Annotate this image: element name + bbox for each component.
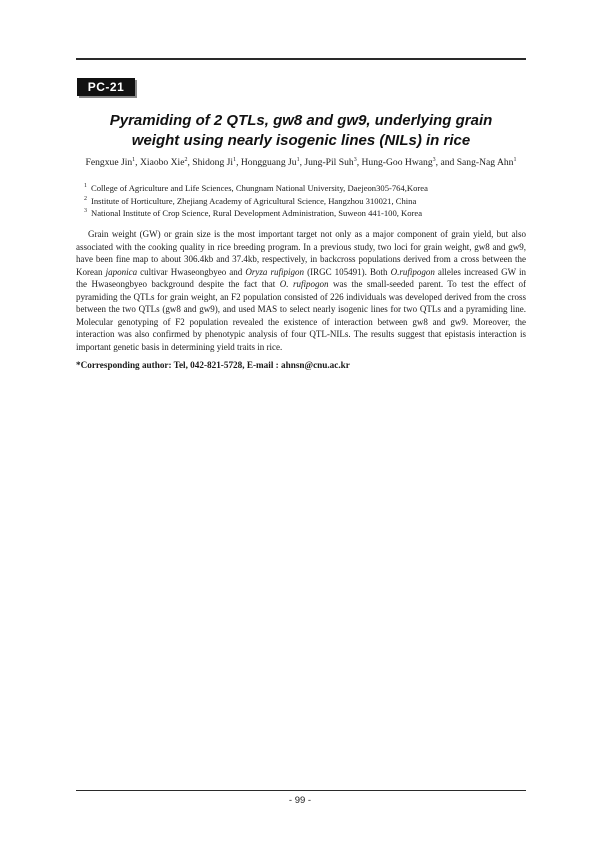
author-joiner: and <box>440 157 455 168</box>
affiliation-number: 1 <box>84 183 87 190</box>
paper-title <box>76 111 526 151</box>
abstract-text: Grain weight (GW) or grain size is the most important target not only as a major component of grain yield, but also associated with the cooking quality in rice breeding program. In a previous study, two loci for grain weight, gw8 and gw9, have been fine map to about 306.4kb and 37.4kb, respectively, in backcross populations derived from a cross between the Korean <box>76 229 526 277</box>
affiliation-number: 2 <box>84 195 87 202</box>
title-line-2: weight using nearly isogenic lines (NILs) in rice <box>131 132 471 149</box>
affiliation-text: Institute of Horticulture, Zhejiang Academy of Agricultural Science, Hangzhou 310021, China <box>91 195 417 206</box>
author-affiliation-mark: 1 <box>513 156 517 163</box>
affiliation-item <box>84 207 524 220</box>
abstract-text: cultivar Hwaseongbyeo and <box>137 266 246 277</box>
author-affiliation-mark: 2 <box>184 156 188 163</box>
affiliation-text: National Institute of Crop Science, Rural Development Administration, Suweon 441-100, Korea <box>91 208 423 218</box>
affiliation-number: 3 <box>84 208 87 215</box>
author: Jung-Pil Suh <box>304 157 354 168</box>
author: Sang-Nag Ahn <box>456 157 514 168</box>
author-affiliation-mark: 1 <box>296 156 300 163</box>
page-number: - 99 - <box>288 795 312 806</box>
affiliation-list <box>84 182 524 220</box>
poster-code-badge: PC-21 <box>77 78 135 96</box>
abstract-italic-term: japonica <box>105 266 138 277</box>
author-list: Fengxue Jin$^1$, Xiaobo Xie$^2$, Shidong Ji$^1$, Hongguang Ju$^1$, Jung-Pil Suh$^3$, Hung-Goo Hwang$^3$, and Sang-Nag Ahn$^1$ <box>85 156 517 168</box>
abstract-italic-term: O. rufipogon <box>279 279 329 289</box>
author: Xiaobo Xie <box>139 157 185 168</box>
abstract-italic-term: O.rufipogon <box>390 266 435 277</box>
abstract-paragraph <box>76 228 526 353</box>
author: Shidong Ji <box>192 157 234 168</box>
author: Fengxue Jin <box>85 157 133 168</box>
abstract-text: alleles increased GW in the Hwaseongbyeo background despite the fact that <box>76 266 526 289</box>
author-affiliation-mark: 3 <box>432 156 436 163</box>
abstract-text: (IRGC 105491). Both <box>303 266 391 277</box>
bottom-rule <box>76 790 526 791</box>
affiliation-item <box>84 195 524 208</box>
author-affiliation-mark: 3 <box>353 156 357 163</box>
author-affiliation-mark: 1 <box>233 156 237 163</box>
abstract-text: was the small-seeded parent. To test the effect of pyramiding the QTLs for grain weight, an F2 population consisted of 226 individuals was developed derived from the cross between the two QTLs (gw8 and gw9), and used MAS to select nearly isogenic lines for two QTLs and a pyramiding line. Molecular genotyping of F2 population revealed the existence of interaction between gw8 and gw9. Moreover, the interaction was also confirmed by phenotypic analysis of four QTL-NILs. The results suggest that epistasis interaction is important genetic basis in determining yield traits in rice. <box>76 279 526 352</box>
affiliation-text: College of Agriculture and Life Sciences, Chungnam National University, Daejeon305-764,Korea <box>91 183 428 193</box>
title-line-1: Pyramiding of 2 QTLs, gw8 and gw9, underlying grain <box>109 112 493 129</box>
author: Hongguang Ju <box>240 157 297 168</box>
affiliation-item <box>84 182 524 195</box>
author-affiliation-mark: 1 <box>132 156 136 163</box>
author: Hung-Goo Hwang <box>361 157 433 168</box>
top-rule <box>76 58 526 60</box>
abstract-italic-term: Oryza rufipigon <box>245 266 304 277</box>
corresponding-author: *Corresponding author: Tel, 042-821-5728, E-mail : ahnsn@cnu.ac.kr <box>76 360 350 370</box>
